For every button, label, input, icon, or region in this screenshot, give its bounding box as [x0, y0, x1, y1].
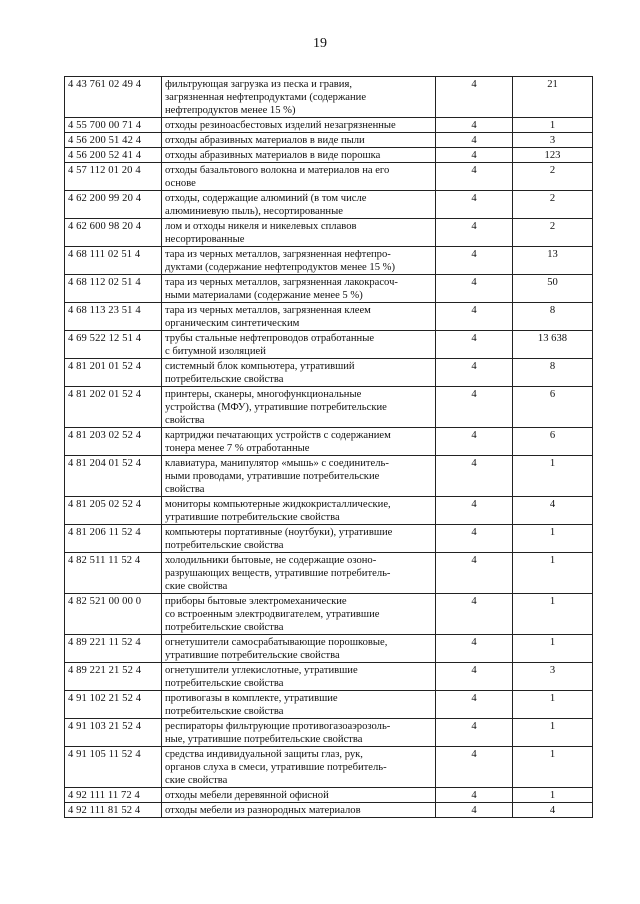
hazard-class-cell: 4 — [436, 594, 513, 635]
waste-code-cell: 4 91 105 11 52 4 — [65, 747, 162, 788]
quantity-cell: 1 — [513, 635, 593, 663]
table-row — [65, 247, 593, 275]
waste-description-line: разрушающих веществ, утратившие потребитель- — [165, 568, 391, 579]
table-row — [65, 118, 593, 133]
hazard-class-cell: 4 — [436, 247, 513, 275]
waste-description-line: потребительские свойства — [165, 374, 284, 385]
quantity-cell: 1 — [513, 747, 593, 788]
waste-description-line: ными материалами (содержание менее 5 %) — [165, 290, 363, 301]
waste-description-line: отходы резиноасбестовых изделий незагрязненные — [165, 120, 396, 131]
quantity-cell: 21 — [513, 77, 593, 118]
waste-description-line: потребительские свойства — [165, 540, 284, 551]
waste-code-cell: 4 56 200 52 41 4 — [65, 148, 162, 163]
waste-description-cell — [162, 803, 436, 818]
quantity-cell: 1 — [513, 691, 593, 719]
waste-description-line: средства индивидуальной защиты глаз, рук, — [165, 749, 363, 760]
waste-description-cell — [162, 303, 436, 331]
waste-description-line: со встроенным электродвигателем, утратившие — [165, 609, 380, 620]
waste-description-line: свойства — [165, 484, 205, 495]
waste-description-line: приборы бытовые электромеханические — [165, 596, 347, 607]
quantity-cell: 2 — [513, 219, 593, 247]
waste-code-cell: 4 81 204 01 52 4 — [65, 456, 162, 497]
waste-description-line: потребительские свойства — [165, 622, 284, 633]
waste-description-cell — [162, 118, 436, 133]
waste-description-line: отходы абразивных материалов в виде пыли — [165, 135, 365, 146]
table-row — [65, 497, 593, 525]
quantity-cell: 1 — [513, 525, 593, 553]
waste-description-cell — [162, 497, 436, 525]
waste-code-cell: 4 82 521 00 00 0 — [65, 594, 162, 635]
quantity-cell: 1 — [513, 456, 593, 497]
waste-description-line: трубы стальные нефтепроводов отработанные — [165, 333, 375, 344]
waste-description-cell — [162, 456, 436, 497]
waste-code-cell: 4 55 700 00 71 4 — [65, 118, 162, 133]
waste-description-cell — [162, 428, 436, 456]
table-row — [65, 303, 593, 331]
quantity-cell: 8 — [513, 359, 593, 387]
waste-description-cell — [162, 387, 436, 428]
waste-description-line: отходы мебели из разнородных материалов — [165, 805, 361, 816]
table-row — [65, 275, 593, 303]
hazard-class-cell: 4 — [436, 719, 513, 747]
table-row — [65, 428, 593, 456]
quantity-cell: 8 — [513, 303, 593, 331]
waste-description-line: тара из черных металлов, загрязненная лакокрасоч- — [165, 277, 398, 288]
hazard-class-cell: 4 — [436, 118, 513, 133]
table-row — [65, 788, 593, 803]
waste-description-line: компьютеры портативные (ноутбуки), утратившие — [165, 527, 393, 538]
waste-description-cell — [162, 663, 436, 691]
hazard-class-cell: 4 — [436, 359, 513, 387]
table-row — [65, 191, 593, 219]
quantity-cell: 1 — [513, 594, 593, 635]
waste-description-line: тара из черных металлов, загрязненная нефтепро- — [165, 249, 391, 260]
waste-description-line: отходы базальтового волокна и материалов на его — [165, 165, 390, 176]
hazard-class-cell: 4 — [436, 747, 513, 788]
waste-description-line: ные, утратившие потребительские свойства — [165, 734, 363, 745]
quantity-cell: 123 — [513, 148, 593, 163]
waste-description-cell — [162, 553, 436, 594]
waste-code-cell: 4 82 511 11 52 4 — [65, 553, 162, 594]
waste-code-cell: 4 68 113 23 51 4 — [65, 303, 162, 331]
waste-table — [64, 76, 593, 818]
waste-description-cell — [162, 747, 436, 788]
waste-description-cell — [162, 219, 436, 247]
table-row — [65, 747, 593, 788]
table-row — [65, 148, 593, 163]
waste-code-cell: 4 81 206 11 52 4 — [65, 525, 162, 553]
waste-description-line: ными проводами, утратившие потребительские — [165, 471, 380, 482]
waste-description-line: системный блок компьютера, утративший — [165, 361, 355, 372]
waste-description-line: основе — [165, 178, 196, 189]
hazard-class-cell: 4 — [436, 428, 513, 456]
waste-description-cell — [162, 635, 436, 663]
table-row — [65, 525, 593, 553]
waste-code-cell: 4 68 112 02 51 4 — [65, 275, 162, 303]
waste-description-line: респираторы фильтрующие противогазоаэрозоль- — [165, 721, 391, 732]
waste-code-cell: 4 89 221 11 52 4 — [65, 635, 162, 663]
quantity-cell: 13 638 — [513, 331, 593, 359]
waste-description-cell — [162, 719, 436, 747]
hazard-class-cell: 4 — [436, 303, 513, 331]
quantity-cell: 6 — [513, 428, 593, 456]
hazard-class-cell: 4 — [436, 387, 513, 428]
waste-code-cell: 4 91 102 21 52 4 — [65, 691, 162, 719]
quantity-cell: 2 — [513, 163, 593, 191]
waste-code-cell: 4 43 761 02 49 4 — [65, 77, 162, 118]
hazard-class-cell: 4 — [436, 691, 513, 719]
waste-description-line: отходы, содержащие алюминий (в том числе — [165, 193, 367, 204]
table-row — [65, 219, 593, 247]
table-row — [65, 803, 593, 818]
waste-description-line: алюминиевую пыль), несортированные — [165, 206, 343, 217]
table-row — [65, 553, 593, 594]
quantity-cell: 3 — [513, 663, 593, 691]
table-row — [65, 331, 593, 359]
waste-description-cell — [162, 247, 436, 275]
waste-description-cell — [162, 191, 436, 219]
hazard-class-cell: 4 — [436, 163, 513, 191]
hazard-class-cell: 4 — [436, 191, 513, 219]
table-row — [65, 456, 593, 497]
quantity-cell: 1 — [513, 788, 593, 803]
hazard-class-cell: 4 — [436, 275, 513, 303]
waste-description-line: органов слуха в смеси, утратившие потребитель- — [165, 762, 387, 773]
waste-description-line: утратившие потребительские свойства — [165, 512, 340, 523]
waste-description-line: фильтрующая загрузка из песка и гравия, — [165, 79, 352, 90]
waste-description-line: картриджи печатающих устройств с содержанием — [165, 430, 391, 441]
hazard-class-cell: 4 — [436, 525, 513, 553]
quantity-cell: 4 — [513, 803, 593, 818]
quantity-cell: 13 — [513, 247, 593, 275]
waste-description-line: свойства — [165, 415, 205, 426]
waste-code-cell: 4 81 205 02 52 4 — [65, 497, 162, 525]
hazard-class-cell: 4 — [436, 497, 513, 525]
waste-code-cell: 4 62 200 99 20 4 — [65, 191, 162, 219]
waste-description-line: ские свойства — [165, 581, 228, 592]
waste-description-line: лом и отходы никеля и никелевых сплавов — [165, 221, 357, 232]
hazard-class-cell: 4 — [436, 635, 513, 663]
table-row — [65, 635, 593, 663]
hazard-class-cell: 4 — [436, 219, 513, 247]
hazard-class-cell: 4 — [436, 803, 513, 818]
waste-description-cell — [162, 691, 436, 719]
waste-description-cell — [162, 133, 436, 148]
quantity-cell: 6 — [513, 387, 593, 428]
waste-description-cell — [162, 359, 436, 387]
waste-description-line: отходы мебели деревянной офисной — [165, 790, 329, 801]
quantity-cell: 2 — [513, 191, 593, 219]
hazard-class-cell: 4 — [436, 148, 513, 163]
waste-description-line: дуктами (содержание нефтепродуктов менее 15 %) — [165, 262, 396, 273]
waste-description-line: принтеры, сканеры, многофункциональные — [165, 389, 362, 400]
page-number: 19 — [313, 36, 327, 51]
quantity-cell: 1 — [513, 553, 593, 594]
quantity-cell: 4 — [513, 497, 593, 525]
waste-description-line: тара из черных металлов, загрязненная клеем — [165, 305, 371, 316]
waste-code-cell: 4 92 111 81 52 4 — [65, 803, 162, 818]
waste-code-cell: 4 92 111 11 72 4 — [65, 788, 162, 803]
waste-description-line: тонера менее 7 % отработанные — [165, 443, 310, 454]
waste-code-cell: 4 81 202 01 52 4 — [65, 387, 162, 428]
waste-code-cell: 4 57 112 01 20 4 — [65, 163, 162, 191]
table-row — [65, 77, 593, 118]
table-row — [65, 133, 593, 148]
waste-description-cell — [162, 788, 436, 803]
waste-description-cell — [162, 163, 436, 191]
waste-description-line: мониторы компьютерные жидкокристаллические, — [165, 499, 391, 510]
waste-description-line: с битумной изоляцией — [165, 346, 266, 357]
table-row — [65, 594, 593, 635]
hazard-class-cell: 4 — [436, 133, 513, 148]
waste-code-cell: 4 56 200 51 42 4 — [65, 133, 162, 148]
waste-description-line: загрязненная нефтепродуктами (содержание — [165, 92, 367, 103]
waste-description-line: устройства (МФУ), утратившие потребительские — [165, 402, 387, 413]
waste-description-cell — [162, 275, 436, 303]
table-row — [65, 387, 593, 428]
waste-code-cell: 4 89 221 21 52 4 — [65, 663, 162, 691]
waste-description-line: нефтепродуктов менее 15 %) — [165, 105, 296, 116]
waste-description-line: ские свойства — [165, 775, 228, 786]
hazard-class-cell: 4 — [436, 553, 513, 594]
table-row — [65, 163, 593, 191]
waste-description-line: клавиатура, манипулятор «мышь» с соединитель- — [165, 458, 389, 469]
quantity-cell: 1 — [513, 719, 593, 747]
waste-description-line: несортированные — [165, 234, 245, 245]
waste-description-line: органическим синтетическим — [165, 318, 300, 329]
table-row — [65, 359, 593, 387]
waste-description-cell — [162, 148, 436, 163]
waste-code-cell: 4 91 103 21 52 4 — [65, 719, 162, 747]
waste-code-cell: 4 62 600 98 20 4 — [65, 219, 162, 247]
hazard-class-cell: 4 — [436, 331, 513, 359]
waste-code-cell: 4 68 111 02 51 4 — [65, 247, 162, 275]
waste-description-line: потребительские свойства — [165, 706, 284, 717]
waste-description-line: холодильники бытовые, не содержащие озоно- — [165, 555, 377, 566]
table-row — [65, 663, 593, 691]
quantity-cell: 1 — [513, 118, 593, 133]
waste-description-line: отходы абразивных материалов в виде порошка — [165, 150, 381, 161]
waste-code-cell: 4 81 201 01 52 4 — [65, 359, 162, 387]
waste-description-cell — [162, 77, 436, 118]
hazard-class-cell: 4 — [436, 77, 513, 118]
waste-description-cell — [162, 594, 436, 635]
hazard-class-cell: 4 — [436, 663, 513, 691]
waste-description-cell — [162, 525, 436, 553]
hazard-class-cell: 4 — [436, 788, 513, 803]
waste-description-line: огнетушители углекислотные, утратившие — [165, 665, 358, 676]
quantity-cell: 50 — [513, 275, 593, 303]
waste-description-line: потребительские свойства — [165, 678, 284, 689]
waste-description-line: огнетушители самосрабатывающие порошковые, — [165, 637, 388, 648]
waste-description-line: противогазы в комплекте, утратившие — [165, 693, 338, 704]
waste-code-cell: 4 69 522 12 51 4 — [65, 331, 162, 359]
quantity-cell: 3 — [513, 133, 593, 148]
table-row — [65, 691, 593, 719]
waste-code-cell: 4 81 203 02 52 4 — [65, 428, 162, 456]
hazard-class-cell: 4 — [436, 456, 513, 497]
waste-table-body — [65, 77, 593, 818]
waste-description-line: утратившие потребительские свойства — [165, 650, 340, 661]
table-row — [65, 719, 593, 747]
waste-description-cell — [162, 331, 436, 359]
